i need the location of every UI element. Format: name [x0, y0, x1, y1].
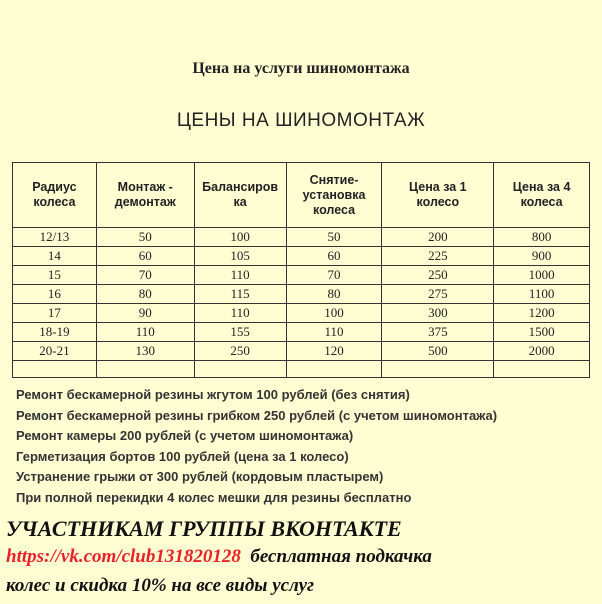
cell: 50: [96, 228, 194, 247]
cell: 14: [13, 247, 97, 266]
cell: 110: [194, 304, 286, 323]
cell: 60: [96, 247, 194, 266]
cell: 130: [96, 342, 194, 361]
header-balancing: Балансиров ка: [194, 163, 286, 228]
cell: 300: [382, 304, 494, 323]
promo-discount: колес и скидка 10% на все виды услуг: [6, 575, 315, 596]
note-line: Устранение грыжи от 300 рублей (кордовым пластырем): [16, 469, 384, 484]
note-line: Ремонт камеры 200 рублей (с учетом шиномонтажа): [16, 428, 354, 443]
note-line: Герметизация бортов 100 рублей (цена за 1 колесо): [16, 448, 349, 464]
header-price-four: Цена за 4 колеса: [494, 163, 590, 228]
promo-link-row: [6, 543, 600, 571]
cell: 110: [96, 323, 194, 342]
cell: 225: [382, 247, 494, 266]
table-row: [13, 285, 590, 304]
table-row: [13, 247, 590, 266]
cell: 155: [194, 323, 286, 342]
header-radius: Радиус колеса: [13, 163, 97, 228]
note-line: Ремонт бескамерной резины грибком 250 рублей (с учетом шиномонтажа): [16, 407, 498, 423]
cell: 60: [286, 247, 382, 266]
cell: 250: [194, 342, 286, 361]
price-table: [12, 162, 590, 378]
cell: 110: [286, 323, 382, 342]
cell: 1000: [494, 266, 590, 285]
cell: 250: [382, 266, 494, 285]
cell: 17: [13, 304, 97, 323]
cell: 70: [96, 266, 194, 285]
cell: 15: [13, 266, 97, 285]
cell: 18-19: [13, 323, 97, 342]
cell: 90: [96, 304, 194, 323]
note-line: При полной перекидки 4 колес мешки для резины бесплатно: [16, 489, 412, 505]
page-title: Цена на услуги шиномонтажа: [192, 60, 410, 77]
cell: 2000: [494, 342, 590, 361]
cell: 80: [96, 285, 194, 304]
header-removal: Снятие- установка колеса: [286, 163, 382, 228]
cell: 20-21: [13, 342, 97, 361]
table-row: [13, 304, 590, 323]
table-row: [13, 323, 590, 342]
cell: 800: [494, 228, 590, 247]
header-mounting: Монтаж - демонтаж: [96, 163, 194, 228]
promo-heading: УЧАСТНИКАМ ГРУППЫ ВКОНТАКТЕ: [6, 516, 402, 541]
table-row-empty: [13, 361, 590, 378]
cell: 1100: [494, 285, 590, 304]
cell: 200: [382, 228, 494, 247]
cell: 12/13: [13, 228, 97, 247]
table-header-row: [13, 163, 590, 228]
vk-group-link[interactable]: https://vk.com/club131820128: [6, 546, 241, 567]
promo-text: бесплатная подкачка: [240, 546, 432, 567]
cell: 1200: [494, 304, 590, 323]
cell: 110: [194, 266, 286, 285]
cell: 100: [286, 304, 382, 323]
cell: 50: [286, 228, 382, 247]
vk-promo: [6, 515, 600, 601]
cell: 16: [13, 285, 97, 304]
page-subtitle: ЦЕНЫ НА ШИНОМОНТАЖ: [176, 110, 426, 131]
note-line: Ремонт бескамерной резины жгутом 100 рублей (без снятия): [16, 387, 410, 402]
cell: 500: [382, 342, 494, 361]
cell: 105: [194, 247, 286, 266]
cell: 120: [286, 342, 382, 361]
cell: 275: [382, 285, 494, 304]
cell: 70: [286, 266, 382, 285]
cell: 100: [194, 228, 286, 247]
service-notes: [16, 385, 596, 508]
header-price-one: Цена за 1 колесо: [382, 163, 494, 228]
table-row: [13, 266, 590, 285]
cell: 80: [286, 285, 382, 304]
cell: 900: [494, 247, 590, 266]
cell: 375: [382, 323, 494, 342]
cell: 115: [194, 285, 286, 304]
table-row: [13, 342, 590, 361]
cell: 1500: [494, 323, 590, 342]
table-row: [13, 228, 590, 247]
